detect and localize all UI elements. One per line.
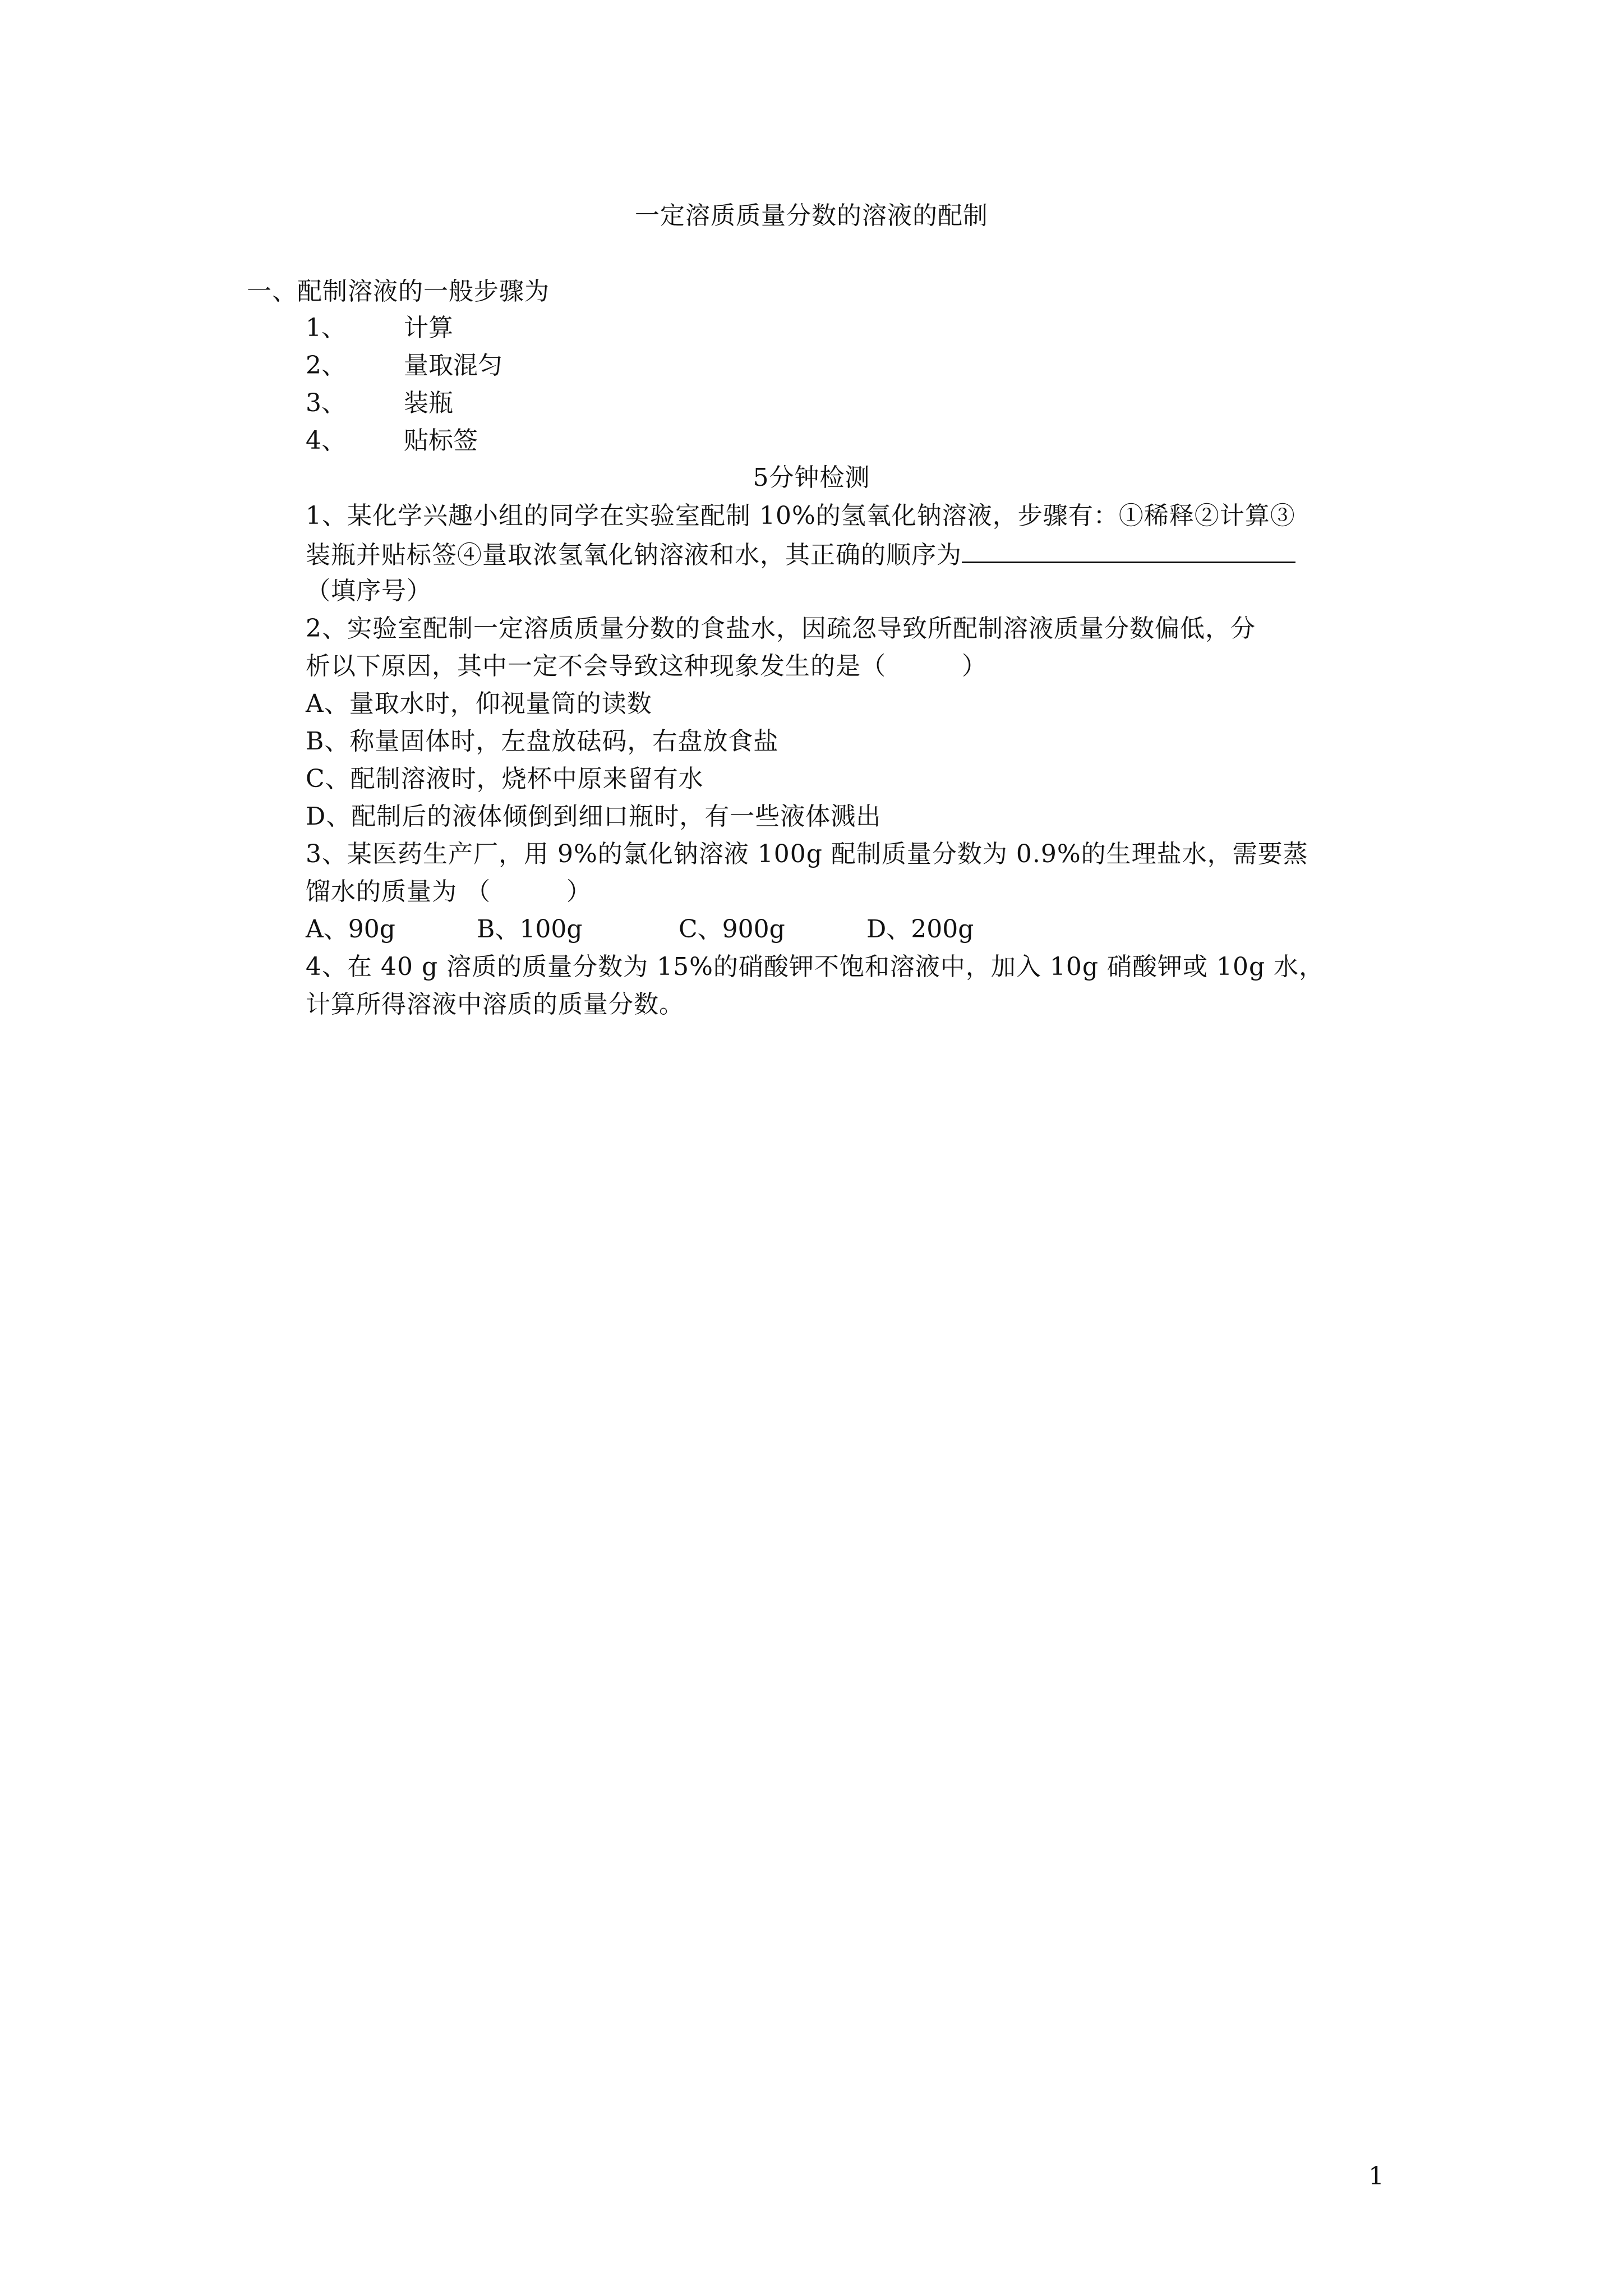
step-text: 装瓶: [404, 389, 453, 417]
step-text: 贴标签: [404, 426, 478, 455]
question-3-line-2: 馏水的质量为 （ ）: [306, 877, 592, 906]
question-2-line-2: 析以下原因，其中一定不会导致这种现象发生的是（ ）: [306, 652, 987, 680]
step-number: 3、: [306, 389, 346, 417]
question-3-option: D、200g: [866, 915, 974, 944]
question-1-line-3: （填序号）: [306, 577, 432, 605]
document-title: 一定溶质质量分数的溶液的配制: [635, 201, 988, 230]
page-number: 1: [1368, 2162, 1384, 2191]
section-heading: 一、配制溶液的一般步骤为: [247, 277, 550, 306]
step-text: 计算: [404, 314, 453, 342]
question-3-option: C、900g: [679, 915, 785, 944]
question-2-line-1: 2、实验室配制一定溶质质量分数的食盐水，因疏忽导致所配制溶液质量分数偏低，分: [306, 614, 1256, 643]
step-number: 4、: [306, 426, 346, 455]
answer-blank[interactable]: [962, 537, 1295, 563]
question-3-line-1: 3、某医药生产厂，用 9%的氯化钠溶液 100g 配制质量分数为 0.9%的生理盐水，需要蒸: [306, 840, 1308, 868]
step-number: 1、: [306, 314, 346, 342]
question-2-option: A、量取水时，仰视量筒的读数: [306, 689, 652, 718]
question-4-line-2: 计算所得溶液中溶质的质量分数。: [306, 990, 684, 1019]
question-2-option: B、称量固体时，左盘放砝码，右盘放食盐: [306, 727, 779, 756]
question-2-option: D、配制后的液体倾倒到细口瓶时，有一些液体溅出: [306, 802, 882, 831]
question-2-option: C、配制溶液时，烧杯中原来留有水: [306, 765, 704, 793]
step-number: 2、: [306, 351, 346, 380]
question-3-option: B、100g: [477, 915, 583, 944]
question-1-line-1: 1、某化学兴趣小组的同学在实验室配制 10%的氢氧化钠溶液，步骤有：①稀释②计算③: [306, 501, 1295, 530]
quiz-heading: 5分钟检测: [753, 463, 870, 492]
step-text: 量取混匀: [404, 351, 502, 380]
question-1-line-2-text: 装瓶并贴标签④量取浓氢氧化钠溶液和水，其正确的顺序为: [306, 541, 962, 569]
question-3-option: A、90g: [306, 915, 395, 944]
question-4-line-1: 4、在 40 g 溶质的质量分数为 15%的硝酸钾不饱和溶液中，加入 10g 硝酸钾或 10g 水，: [306, 953, 1325, 981]
question-1-line-2: [306, 537, 1295, 572]
